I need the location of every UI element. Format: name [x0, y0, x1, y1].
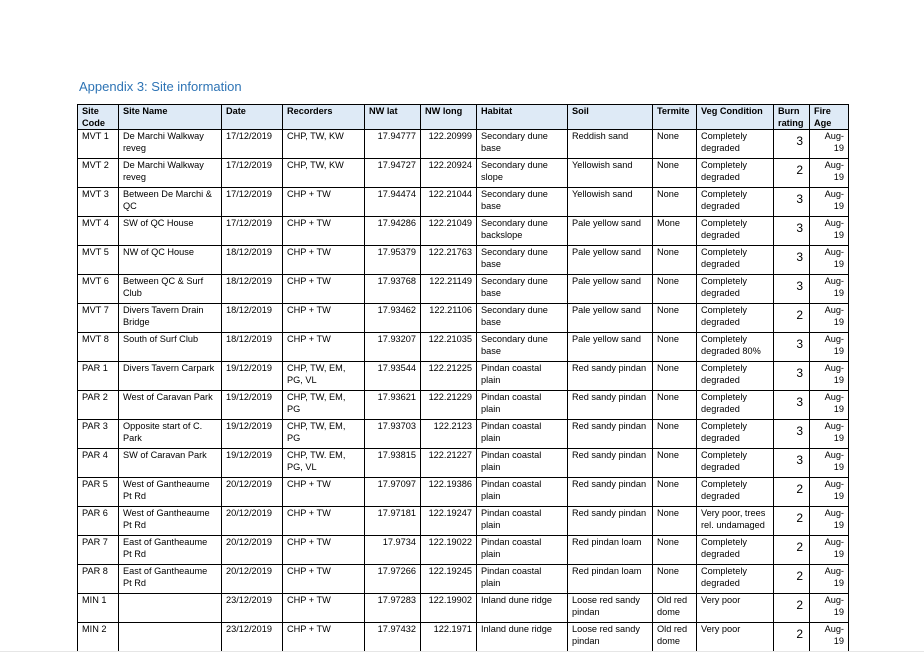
cell-date: 19/12/2019 [222, 449, 283, 478]
fire-age-year: 19 [833, 288, 844, 298]
cell-veg-condition: Completely degraded 80% [697, 333, 774, 362]
cell-habitat: Secondary dune base [477, 188, 568, 217]
cell-soil: Yellowish sand [568, 159, 653, 188]
cell-site-code: PAR 7 [78, 536, 119, 565]
cell-site-code: MVT 5 [78, 246, 119, 275]
cell-soil: Red sandy pindan [568, 391, 653, 420]
fire-age-year: 19 [833, 346, 844, 356]
cell-burn-rating: 3 [774, 246, 810, 275]
cell-fire-age [810, 420, 849, 449]
cell-site-code: MVT 4 [78, 217, 119, 246]
cell-recorders: CHP + TW [283, 478, 365, 507]
cell-habitat: Secondary dune base [477, 246, 568, 275]
fire-age-year: 19 [833, 317, 844, 327]
cell-date: 19/12/2019 [222, 420, 283, 449]
cell-habitat: Secondary dune base [477, 304, 568, 333]
cell-site-code: PAR 6 [78, 507, 119, 536]
fire-age-year: 19 [833, 491, 844, 501]
table-row [78, 304, 849, 333]
table-row [78, 420, 849, 449]
column-header-habitat: Habitat [477, 105, 568, 130]
fire-age-year: 19 [833, 404, 844, 414]
cell-site-name: SW of Caravan Park [119, 449, 222, 478]
cell-termite: None [653, 420, 697, 449]
fire-age-month: Aug- [824, 537, 844, 547]
table-row [78, 333, 849, 362]
cell-termite: None [653, 275, 697, 304]
table-row [78, 565, 849, 594]
cell-nw-lat: 17.93462 [365, 304, 421, 333]
cell-date: 18/12/2019 [222, 304, 283, 333]
cell-burn-rating: 3 [774, 188, 810, 217]
cell-recorders: CHP, TW, KW [283, 130, 365, 159]
cell-recorders: CHP + TW [283, 594, 365, 623]
cell-veg-condition: Completely degraded [697, 188, 774, 217]
cell-nw-lat: 17.94777 [365, 130, 421, 159]
cell-habitat: Inland dune ridge [477, 594, 568, 623]
cell-site-name: SW of QC House [119, 217, 222, 246]
cell-site-name: De Marchi Walkway reveg [119, 130, 222, 159]
cell-fire-age [810, 304, 849, 333]
cell-site-code: MVT 7 [78, 304, 119, 333]
cell-site-name: Divers Tavern Carpark [119, 362, 222, 391]
cell-soil: Red sandy pindan [568, 507, 653, 536]
cell-termite: None [653, 507, 697, 536]
table-row [78, 217, 849, 246]
cell-site-name: West of Gantheaume Pt Rd [119, 478, 222, 507]
cell-date: 20/12/2019 [222, 565, 283, 594]
table-row [78, 130, 849, 159]
fire-age-month: Aug- [824, 508, 844, 518]
fire-age-month: Aug- [824, 566, 844, 576]
cell-veg-condition: Completely degraded [697, 420, 774, 449]
cell-nw-lat: 17.93703 [365, 420, 421, 449]
cell-burn-rating: 3 [774, 130, 810, 159]
cell-termite: None [653, 362, 697, 391]
cell-nw-long: 122.21106 [421, 304, 477, 333]
cell-date: 19/12/2019 [222, 362, 283, 391]
fire-age-month: Aug- [824, 189, 844, 199]
cell-nw-long: 122.21035 [421, 333, 477, 362]
page-bottom-divider [0, 651, 924, 652]
cell-site-name: East of Gantheaume Pt Rd [119, 565, 222, 594]
cell-date: 20/12/2019 [222, 507, 283, 536]
table-row [78, 362, 849, 391]
cell-nw-long: 122.21149 [421, 275, 477, 304]
cell-soil: Pale yellow sand [568, 304, 653, 333]
cell-nw-long: 122.20924 [421, 159, 477, 188]
cell-soil: Red sandy pindan [568, 478, 653, 507]
cell-habitat: Pindan coastal plain [477, 362, 568, 391]
cell-soil: Pale yellow sand [568, 275, 653, 304]
cell-termite: None [653, 536, 697, 565]
column-header-site-name: Site Name [119, 105, 222, 130]
cell-nw-long: 122.1971 [421, 623, 477, 652]
fire-age-year: 19 [833, 201, 844, 211]
column-header-soil: Soil [568, 105, 653, 130]
cell-nw-long: 122.21227 [421, 449, 477, 478]
cell-burn-rating: 3 [774, 362, 810, 391]
cell-site-name: West of Gantheaume Pt Rd [119, 507, 222, 536]
cell-termite: Old red dome [653, 623, 697, 652]
cell-termite: Old red dome [653, 594, 697, 623]
cell-site-code: MVT 1 [78, 130, 119, 159]
fire-age-month: Aug- [824, 479, 844, 489]
cell-burn-rating: 3 [774, 391, 810, 420]
cell-date: 19/12/2019 [222, 391, 283, 420]
cell-fire-age [810, 391, 849, 420]
cell-nw-long: 122.20999 [421, 130, 477, 159]
cell-nw-lat: 17.93815 [365, 449, 421, 478]
table-row [78, 449, 849, 478]
cell-recorders: CHP + TW [283, 217, 365, 246]
cell-recorders: CHP + TW [283, 188, 365, 217]
cell-site-name: East of Gantheaume Pt Rd [119, 536, 222, 565]
fire-age-year: 19 [833, 549, 844, 559]
cell-fire-age [810, 362, 849, 391]
cell-burn-rating: 2 [774, 565, 810, 594]
cell-fire-age [810, 246, 849, 275]
cell-date: 17/12/2019 [222, 188, 283, 217]
cell-nw-lat: 17.95379 [365, 246, 421, 275]
fire-age-year: 19 [833, 636, 844, 646]
fire-age-year: 19 [833, 433, 844, 443]
fire-age-month: Aug- [824, 334, 844, 344]
column-header-recorders: Recorders [283, 105, 365, 130]
cell-veg-condition: Completely degraded [697, 217, 774, 246]
table-body [78, 130, 849, 652]
fire-age-year: 19 [833, 375, 844, 385]
cell-date: 20/12/2019 [222, 536, 283, 565]
cell-veg-condition: Completely degraded [697, 449, 774, 478]
fire-age-year: 19 [833, 230, 844, 240]
cell-veg-condition: Completely degraded [697, 275, 774, 304]
cell-nw-lat: 17.97283 [365, 594, 421, 623]
cell-nw-lat: 17.93544 [365, 362, 421, 391]
cell-site-code: PAR 3 [78, 420, 119, 449]
cell-recorders: CHP, TW, EM, PG [283, 391, 365, 420]
cell-date: 18/12/2019 [222, 246, 283, 275]
cell-nw-lat: 17.97181 [365, 507, 421, 536]
cell-fire-age [810, 594, 849, 623]
cell-soil: Loose red sandy pindan [568, 623, 653, 652]
cell-burn-rating: 3 [774, 333, 810, 362]
cell-site-code: MVT 8 [78, 333, 119, 362]
cell-site-code: PAR 5 [78, 478, 119, 507]
cell-soil: Red sandy pindan [568, 420, 653, 449]
cell-burn-rating: 2 [774, 536, 810, 565]
cell-recorders: CHP + TW [283, 246, 365, 275]
cell-burn-rating: 2 [774, 507, 810, 536]
cell-nw-long: 122.19902 [421, 594, 477, 623]
cell-termite: None [653, 333, 697, 362]
cell-termite: None [653, 478, 697, 507]
cell-burn-rating: 3 [774, 217, 810, 246]
cell-site-name: Divers Tavern Drain Bridge [119, 304, 222, 333]
cell-recorders: CHP + TW [283, 275, 365, 304]
column-header-site-code: Site Code [78, 105, 119, 130]
cell-site-name: West of Caravan Park [119, 391, 222, 420]
cell-termite: None [653, 391, 697, 420]
cell-habitat: Pindan coastal plain [477, 478, 568, 507]
table-row [78, 391, 849, 420]
cell-soil: Pale yellow sand [568, 246, 653, 275]
cell-habitat: Pindan coastal plain [477, 420, 568, 449]
cell-soil: Red sandy pindan [568, 362, 653, 391]
cell-burn-rating: 3 [774, 275, 810, 304]
cell-termite: Mone [653, 217, 697, 246]
cell-site-name: South of Surf Club [119, 333, 222, 362]
column-header-fire-age: Fire Age [810, 105, 849, 130]
cell-soil: Reddish sand [568, 130, 653, 159]
cell-burn-rating: 2 [774, 478, 810, 507]
cell-burn-rating: 2 [774, 623, 810, 652]
cell-recorders: CHP, TW, EM, PG, VL [283, 362, 365, 391]
site-information-table [77, 104, 849, 652]
cell-habitat: Pindan coastal plain [477, 391, 568, 420]
cell-fire-age [810, 478, 849, 507]
cell-date: 17/12/2019 [222, 159, 283, 188]
cell-nw-lat: 17.97097 [365, 478, 421, 507]
fire-age-year: 19 [833, 143, 844, 153]
cell-burn-rating: 2 [774, 594, 810, 623]
fire-age-month: Aug- [824, 595, 844, 605]
cell-date: 20/12/2019 [222, 478, 283, 507]
cell-nw-long: 122.19386 [421, 478, 477, 507]
cell-site-code: PAR 8 [78, 565, 119, 594]
cell-veg-condition: Completely degraded [697, 391, 774, 420]
column-header-burn-rating: Burn rating [774, 105, 810, 130]
fire-age-month: Aug- [824, 421, 844, 431]
cell-habitat: Inland dune ridge [477, 623, 568, 652]
cell-habitat: Secondary dune backslope [477, 217, 568, 246]
cell-habitat: Pindan coastal plain [477, 507, 568, 536]
cell-site-name: Opposite start of C. Park [119, 420, 222, 449]
cell-fire-age [810, 188, 849, 217]
cell-site-code: MIN 2 [78, 623, 119, 652]
table-row [78, 275, 849, 304]
cell-site-name: De Marchi Walkway reveg [119, 159, 222, 188]
cell-site-code: PAR 1 [78, 362, 119, 391]
cell-termite: None [653, 159, 697, 188]
cell-recorders: CHP + TW [283, 623, 365, 652]
cell-fire-age [810, 217, 849, 246]
cell-fire-age [810, 507, 849, 536]
column-header-veg-condition: Veg Condition [697, 105, 774, 130]
cell-veg-condition: Completely degraded [697, 565, 774, 594]
cell-nw-long: 122.19245 [421, 565, 477, 594]
column-header-nw-long: NW long [421, 105, 477, 130]
cell-nw-long: 122.21225 [421, 362, 477, 391]
cell-site-code: PAR 4 [78, 449, 119, 478]
cell-termite: None [653, 130, 697, 159]
cell-site-name: NW of QC House [119, 246, 222, 275]
cell-soil: Pale yellow sand [568, 333, 653, 362]
cell-termite: None [653, 188, 697, 217]
cell-nw-long: 122.21229 [421, 391, 477, 420]
cell-nw-lat: 17.94474 [365, 188, 421, 217]
fire-age-year: 19 [833, 462, 844, 472]
cell-fire-age [810, 623, 849, 652]
fire-age-year: 19 [833, 520, 844, 530]
cell-fire-age [810, 449, 849, 478]
cell-site-name [119, 623, 222, 652]
cell-habitat: Pindan coastal plain [477, 449, 568, 478]
table-row [78, 159, 849, 188]
fire-age-month: Aug- [824, 624, 844, 634]
fire-age-year: 19 [833, 172, 844, 182]
cell-site-code: MIN 1 [78, 594, 119, 623]
cell-nw-lat: 17.97266 [365, 565, 421, 594]
cell-fire-age [810, 536, 849, 565]
fire-age-month: Aug- [824, 276, 844, 286]
cell-veg-condition: Very poor [697, 594, 774, 623]
cell-fire-age [810, 333, 849, 362]
cell-veg-condition: Completely degraded [697, 246, 774, 275]
cell-site-code: MVT 6 [78, 275, 119, 304]
cell-nw-long: 122.21763 [421, 246, 477, 275]
cell-veg-condition: Completely degraded [697, 130, 774, 159]
cell-soil: Pale yellow sand [568, 217, 653, 246]
cell-termite: None [653, 449, 697, 478]
cell-nw-long: 122.21049 [421, 217, 477, 246]
cell-habitat: Secondary dune base [477, 130, 568, 159]
table-header-row [78, 105, 849, 130]
cell-site-code: MVT 2 [78, 159, 119, 188]
cell-recorders: CHP + TW [283, 507, 365, 536]
cell-termite: None [653, 304, 697, 333]
cell-nw-long: 122.2123 [421, 420, 477, 449]
cell-habitat: Secondary dune base [477, 333, 568, 362]
cell-burn-rating: 3 [774, 420, 810, 449]
cell-recorders: CHP, TW. EM, PG, VL [283, 449, 365, 478]
cell-soil: Red sandy pindan [568, 449, 653, 478]
cell-nw-lat: 17.94286 [365, 217, 421, 246]
cell-fire-age [810, 275, 849, 304]
cell-recorders: CHP + TW [283, 333, 365, 362]
cell-date: 23/12/2019 [222, 594, 283, 623]
fire-age-year: 19 [833, 259, 844, 269]
cell-date: 18/12/2019 [222, 275, 283, 304]
cell-habitat: Secondary dune slope [477, 159, 568, 188]
cell-habitat: Pindan coastal plain [477, 536, 568, 565]
cell-date: 17/12/2019 [222, 217, 283, 246]
fire-age-year: 19 [833, 578, 844, 588]
cell-site-code: MVT 3 [78, 188, 119, 217]
cell-recorders: CHP, TW, EM, PG [283, 420, 365, 449]
cell-recorders: CHP, TW, KW [283, 159, 365, 188]
fire-age-month: Aug- [824, 218, 844, 228]
cell-fire-age [810, 159, 849, 188]
cell-nw-lat: 17.93207 [365, 333, 421, 362]
cell-soil: Loose red sandy pindan [568, 594, 653, 623]
cell-veg-condition: Very poor, trees rel. undamaged [697, 507, 774, 536]
column-header-date: Date [222, 105, 283, 130]
cell-recorders: CHP + TW [283, 536, 365, 565]
cell-habitat: Secondary dune base [477, 275, 568, 304]
cell-nw-long: 122.19022 [421, 536, 477, 565]
fire-age-month: Aug- [824, 363, 844, 373]
cell-habitat: Pindan coastal plain [477, 565, 568, 594]
cell-nw-long: 122.19247 [421, 507, 477, 536]
cell-site-name: Between De Marchi & QC [119, 188, 222, 217]
cell-site-name [119, 594, 222, 623]
cell-fire-age [810, 130, 849, 159]
cell-veg-condition: Very poor [697, 623, 774, 652]
cell-soil: Red pindan loam [568, 565, 653, 594]
cell-veg-condition: Completely degraded [697, 159, 774, 188]
table-row [78, 594, 849, 623]
fire-age-month: Aug- [824, 160, 844, 170]
fire-age-year: 19 [833, 607, 844, 617]
cell-burn-rating: 3 [774, 449, 810, 478]
cell-nw-lat: 17.93621 [365, 391, 421, 420]
table-row [78, 623, 849, 652]
cell-recorders: CHP + TW [283, 565, 365, 594]
table-row [78, 507, 849, 536]
cell-recorders: CHP + TW [283, 304, 365, 333]
cell-termite: None [653, 246, 697, 275]
cell-burn-rating: 2 [774, 159, 810, 188]
cell-termite: None [653, 565, 697, 594]
cell-veg-condition: Completely degraded [697, 478, 774, 507]
fire-age-month: Aug- [824, 131, 844, 141]
cell-soil: Yellowish sand [568, 188, 653, 217]
table-row [78, 536, 849, 565]
cell-site-code: PAR 2 [78, 391, 119, 420]
cell-veg-condition: Completely degraded [697, 304, 774, 333]
column-header-termite: Termite [653, 105, 697, 130]
column-header-nw-lat: NW lat [365, 105, 421, 130]
cell-nw-long: 122.21044 [421, 188, 477, 217]
cell-nw-lat: 17.97432 [365, 623, 421, 652]
fire-age-month: Aug- [824, 247, 844, 257]
cell-date: 18/12/2019 [222, 333, 283, 362]
cell-veg-condition: Completely degraded [697, 362, 774, 391]
table-row [78, 246, 849, 275]
fire-age-month: Aug- [824, 392, 844, 402]
cell-date: 17/12/2019 [222, 130, 283, 159]
fire-age-month: Aug- [824, 450, 844, 460]
cell-nw-lat: 17.9734 [365, 536, 421, 565]
page-title: Appendix 3: Site information [79, 79, 242, 94]
cell-burn-rating: 2 [774, 304, 810, 333]
cell-date: 23/12/2019 [222, 623, 283, 652]
table-row [78, 478, 849, 507]
table-row [78, 188, 849, 217]
cell-nw-lat: 17.93768 [365, 275, 421, 304]
fire-age-month: Aug- [824, 305, 844, 315]
cell-nw-lat: 17.94727 [365, 159, 421, 188]
cell-soil: Red pindan loam [568, 536, 653, 565]
cell-fire-age [810, 565, 849, 594]
cell-veg-condition: Completely degraded [697, 536, 774, 565]
cell-site-name: Between QC & Surf Club [119, 275, 222, 304]
